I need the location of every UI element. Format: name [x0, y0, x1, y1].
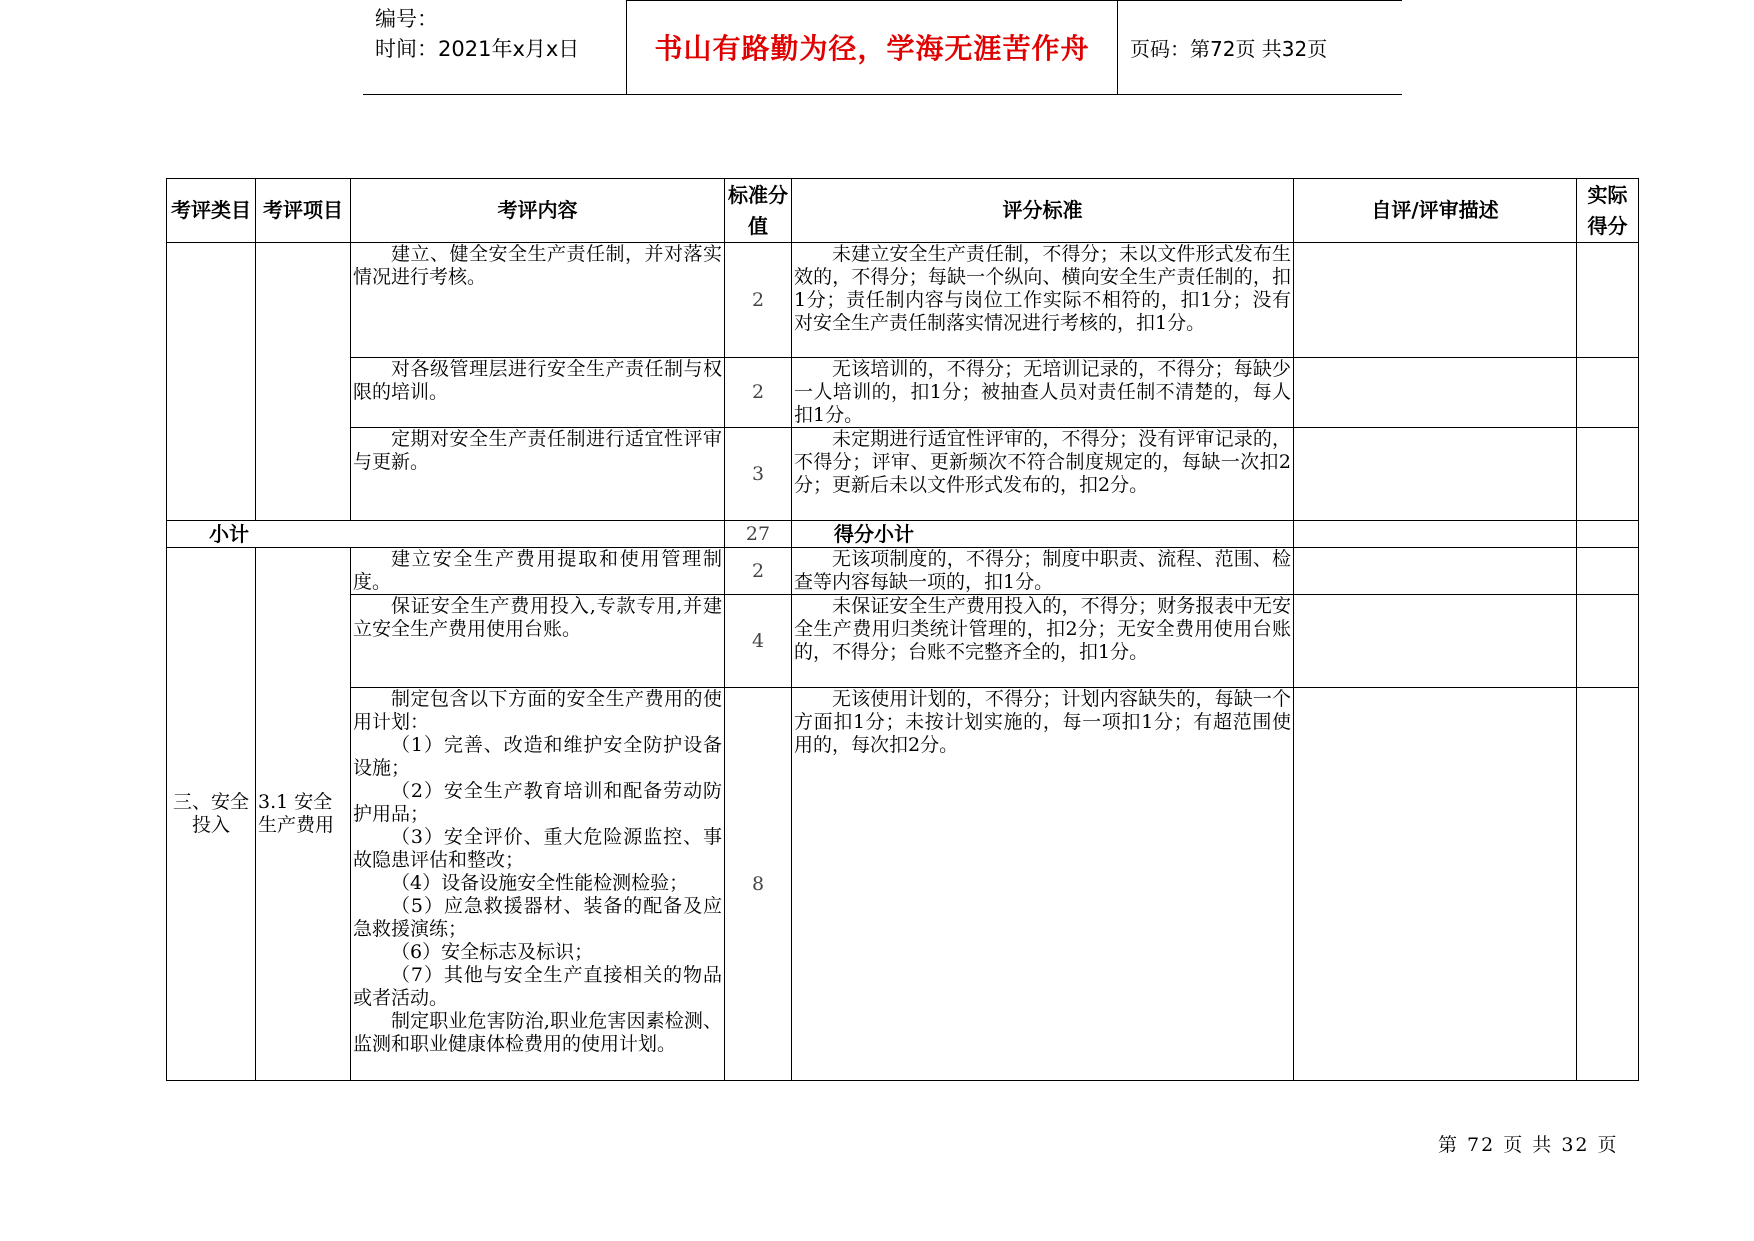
score-cell: 4	[725, 595, 792, 688]
header-actual-score: 实际得分	[1577, 179, 1639, 243]
header-page-label: 页码：第72页 共32页	[1130, 36, 1328, 61]
item-cell-section3: 3.1 安全生产费用	[256, 548, 351, 1081]
criteria-cell: 无该培训的，不得分；无培训记录的，不得分；每缺少一人培训的，扣1分；被抽查人员对责任制不清楚的，每人扣1分。	[792, 358, 1294, 428]
category-cell-empty	[167, 243, 256, 521]
category-cell-section3: 三、安全投入	[167, 548, 256, 1081]
subtotal-score: 27	[725, 521, 792, 548]
actual-score-cell[interactable]	[1577, 548, 1639, 595]
plan-line: （4）设备设施安全性能检测检验；	[391, 872, 689, 894]
plan-line: （5）应急救援器材、装备的配备及应急救援演练；	[353, 895, 722, 940]
score-cell: 2	[725, 358, 792, 428]
plan-line: （1）完善、改造和维护安全防护设备设施；	[353, 734, 722, 779]
content-cell: 保证安全生产费用投入,专款专用,并建立安全生产费用使用台账。	[351, 595, 725, 688]
plan-line: （6）安全标志及标识；	[391, 941, 594, 963]
criteria-cell: 未建立安全生产责任制，不得分；未以文件形式发布生效的，不得分；每缺一个纵向、横向安全生产责任制的，扣1分；责任制内容与岗位工作实际不相符的，扣1分；没有对安全生产责任制落实情况进行考核的，扣1分。	[792, 243, 1294, 358]
header-number-label: 编号：	[375, 7, 438, 31]
plan-line: （3）安全评价、重大危险源监控、事故隐患评估和整改；	[353, 826, 722, 871]
assessment-table	[166, 178, 1639, 1081]
subtotal-row	[167, 521, 1639, 548]
criteria-cell: 未保证安全生产费用投入的，不得分；财务报表中无安全生产费用归类统计管理的，扣2分；无安全费用使用台账的，不得分；台账不完整齐全的，扣1分。	[792, 595, 1294, 688]
content-cell: 定期对安全生产责任制进行适宜性评审与更新。	[351, 428, 725, 521]
header-content: 考评内容	[351, 179, 725, 243]
criteria-cell: 无该使用计划的，不得分；计划内容缺失的，每缺一个方面扣1分；未按计划实施的，每一项扣1分；有超范围使用的，每次扣2分。	[792, 688, 1294, 1081]
self-review-cell[interactable]	[1294, 595, 1577, 688]
self-review-cell[interactable]	[1294, 358, 1577, 428]
header-self-review: 自评/评审描述	[1294, 179, 1577, 243]
score-cell: 3	[725, 428, 792, 521]
footer-page-number: 第 72 页 共 32 页	[1438, 1134, 1619, 1156]
page-header	[363, 0, 1402, 95]
self-review-cell[interactable]	[1294, 548, 1577, 595]
subtotal-label: 小计	[167, 521, 725, 548]
table-row	[167, 548, 1639, 595]
table-row	[167, 688, 1639, 1081]
header-category: 考评类目	[167, 179, 256, 243]
table-row	[167, 595, 1639, 688]
criteria-cell: 未定期进行适宜性评审的，不得分；没有评审记录的，不得分；评审、更新频次不符合制度规定的，每缺一次扣2分；更新后未以文件形式发布的，扣2分。	[792, 428, 1294, 521]
plan-line: （7）其他与安全生产直接相关的物品或者活动。	[353, 964, 722, 1009]
self-review-cell[interactable]	[1294, 243, 1577, 358]
plan-line: 制定包含以下方面的安全生产费用的使用计划：	[353, 688, 722, 733]
subtotal-criteria-label: 得分小计	[792, 521, 1294, 548]
self-review-cell[interactable]	[1294, 688, 1577, 1081]
criteria-cell: 无该项制度的，不得分；制度中职责、流程、范围、检查等内容每缺一项的，扣1分。	[792, 548, 1294, 595]
content-cell: 对各级管理层进行安全生产责任制与权限的培训。	[351, 358, 725, 428]
table-row	[167, 243, 1639, 358]
content-cell: 建立安全生产费用提取和使用管理制度。	[351, 548, 725, 595]
self-review-cell[interactable]	[1294, 428, 1577, 521]
subtotal-actual-score-cell[interactable]	[1577, 521, 1639, 548]
actual-score-cell[interactable]	[1577, 688, 1639, 1081]
plan-line: 制定职业危害防治,职业危害因素检测、监测和职业健康体检费用的使用计划。	[353, 1010, 722, 1055]
table-header-row	[167, 179, 1639, 243]
header-time-label: 时间：2021年x月x日	[375, 37, 580, 61]
table-row	[167, 428, 1639, 521]
actual-score-cell[interactable]	[1577, 595, 1639, 688]
content-cell-plan	[351, 688, 725, 1081]
plan-line: （2）安全生产教育培训和配备劳动防护用品；	[353, 780, 722, 825]
content-cell: 建立、健全安全生产责任制，并对落实情况进行考核。	[351, 243, 725, 358]
score-cell: 2	[725, 243, 792, 358]
table-row	[167, 358, 1639, 428]
header-standard-score: 标准分值	[725, 179, 792, 243]
header-meta	[363, 0, 627, 94]
actual-score-cell[interactable]	[1577, 243, 1639, 358]
subtotal-self-review-cell[interactable]	[1294, 521, 1577, 548]
score-cell: 8	[725, 688, 792, 1081]
score-cell: 2	[725, 548, 792, 595]
item-cell-empty	[256, 243, 351, 521]
header-item: 考评项目	[256, 179, 351, 243]
actual-score-cell[interactable]	[1577, 358, 1639, 428]
actual-score-cell[interactable]	[1577, 428, 1639, 521]
header-criteria: 评分标准	[792, 179, 1294, 243]
header-motto: 书山有路勤为径，学海无涯苦作舟	[627, 0, 1118, 94]
